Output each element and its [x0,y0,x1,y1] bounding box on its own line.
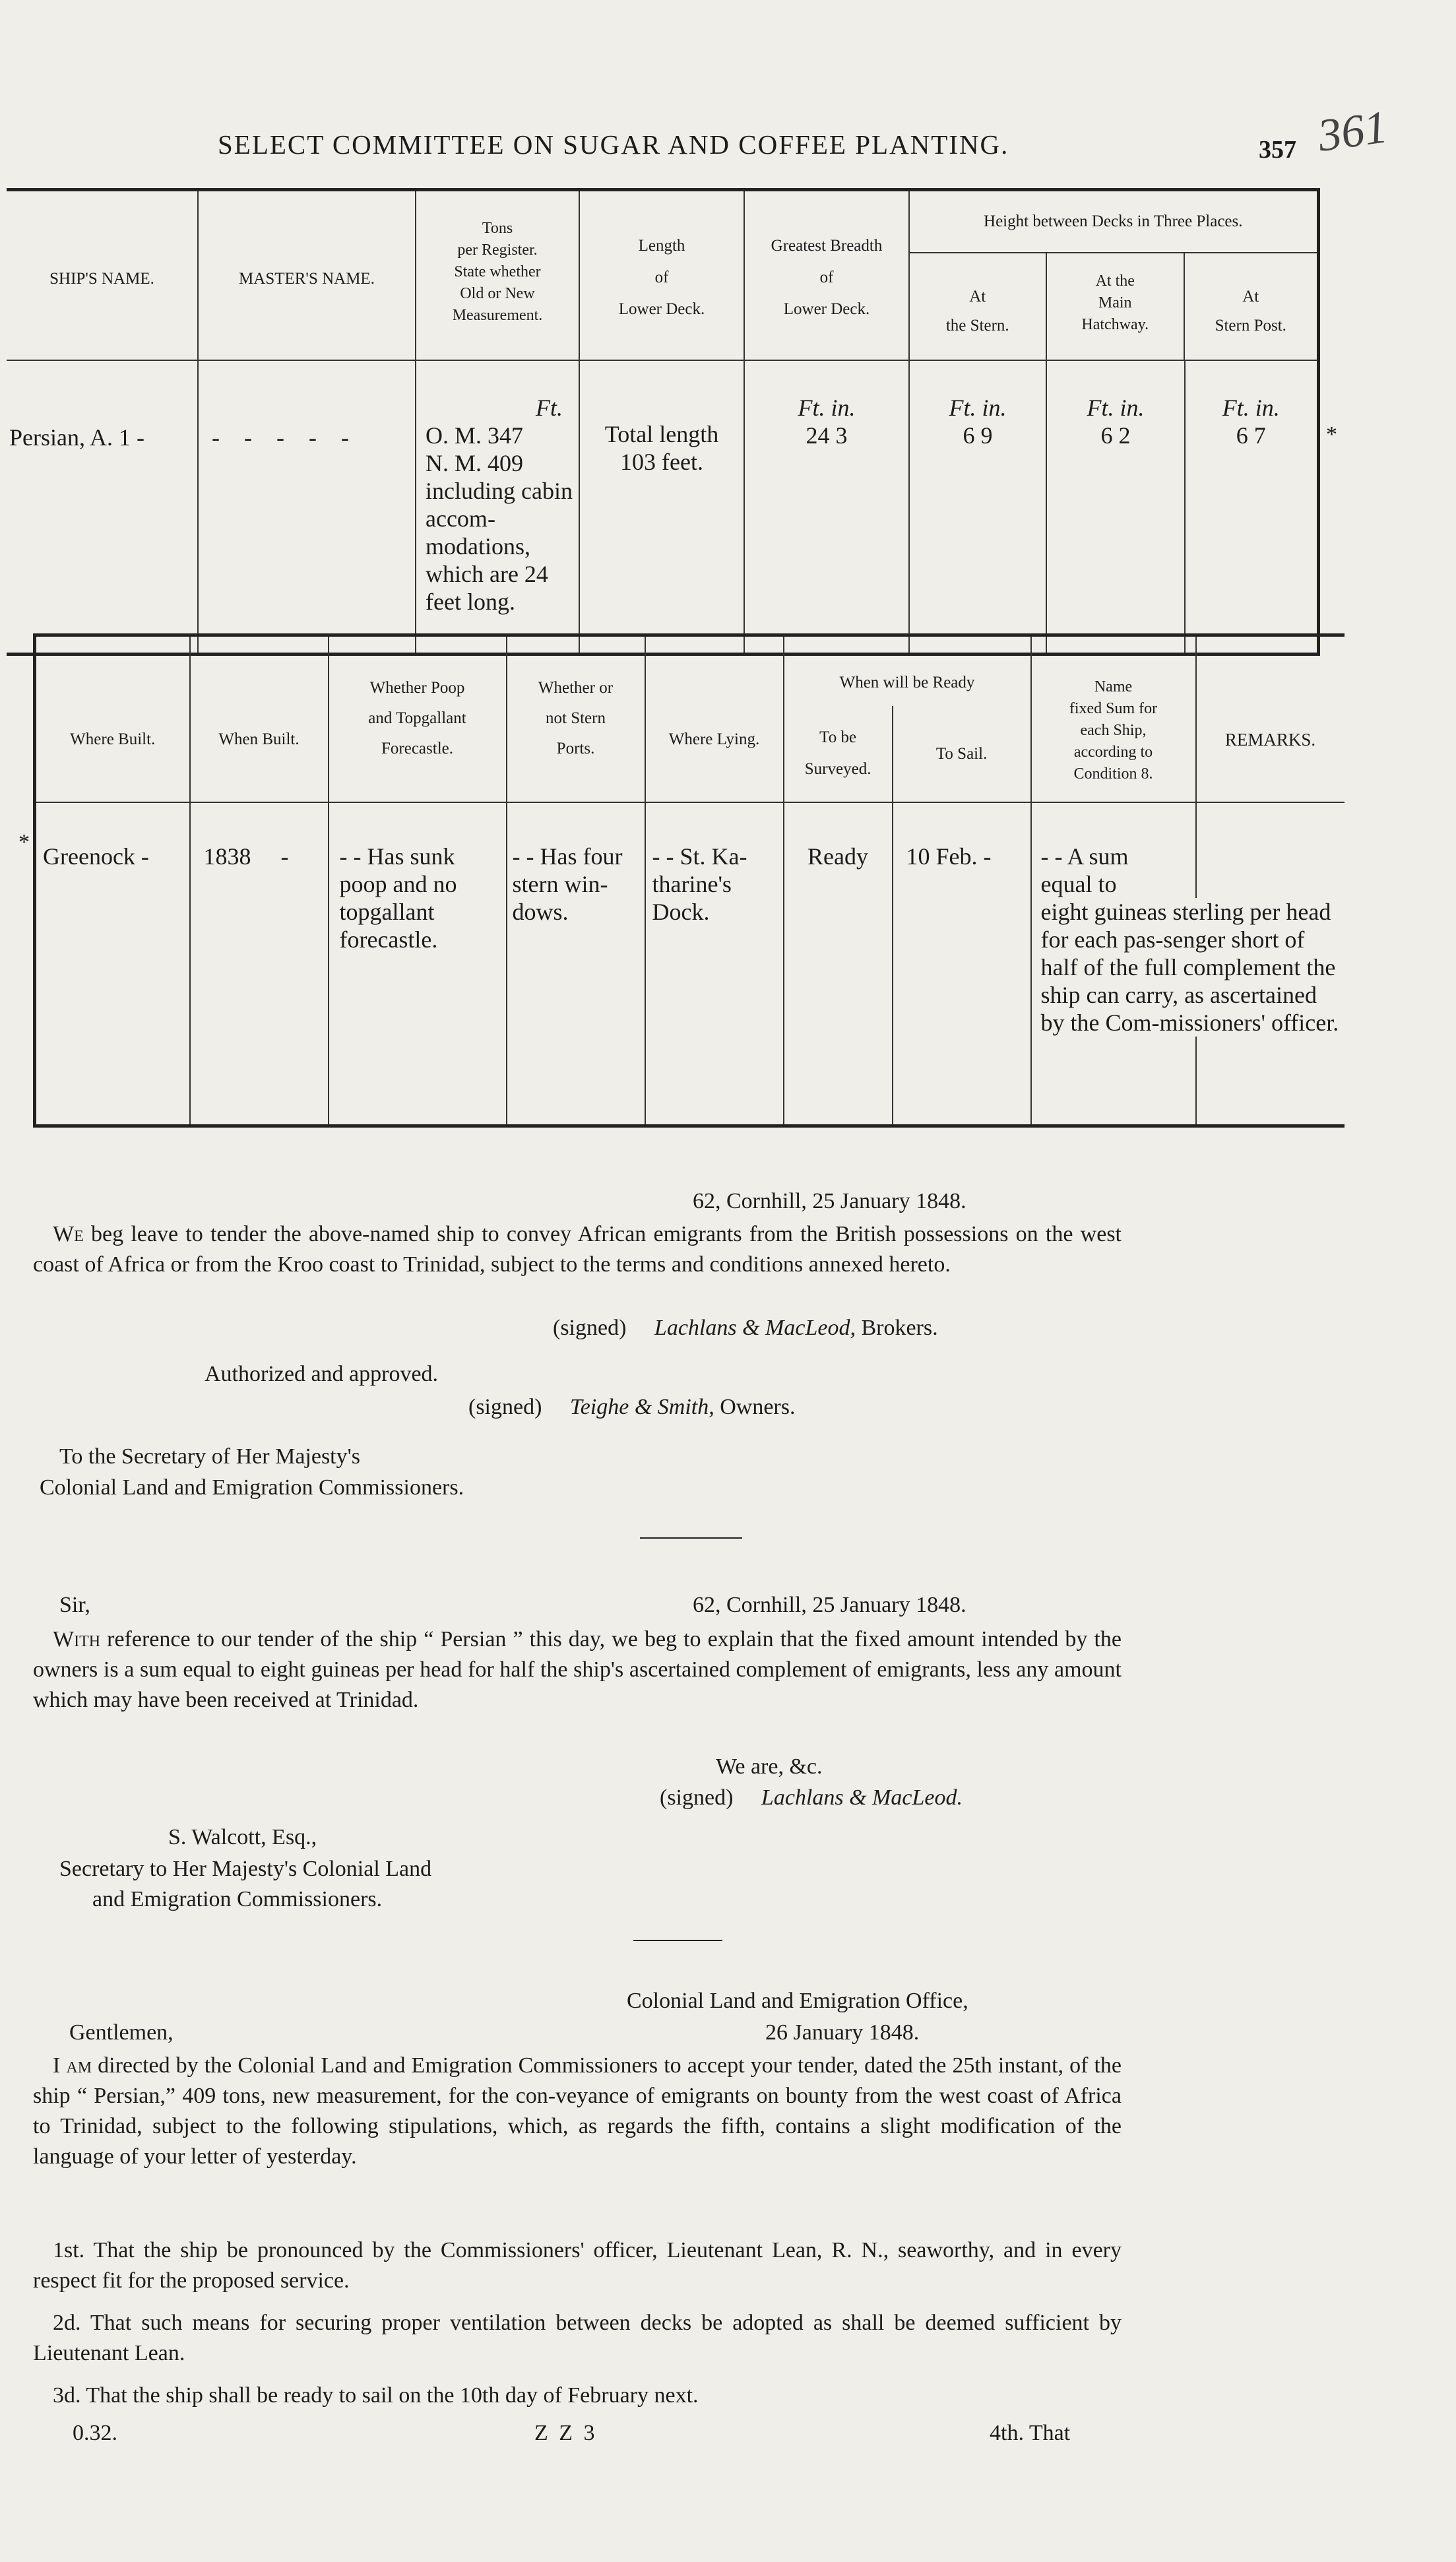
letter2-addressee-line2: Secretary to Her Majesty's Colonial Land [59,1857,432,1881]
footer-signature-mark: Z Z 3 [534,2421,598,2445]
letter3-date: 26 January 1848. [765,2020,920,2045]
ship-dimensions-table [7,188,1320,656]
header-stern-ports: Whether or not Stern Ports. [507,635,645,803]
header-to-sail: To Sail. [892,706,1030,802]
header-ship-name: SHIP'S NAME. [49,270,154,288]
letter2-signature: (signed) Lachlans & MacLeod. [660,1785,963,1810]
header-where-lying: Where Lying. [645,635,784,803]
cell-tons: Ft. O. M. 347 N. M. 409 including cabin accom-modations, which are 24 feet long. [416,360,579,654]
cell-master-name: - - - - - [198,360,416,654]
letter2-closing: We are, &c. [716,1754,823,1779]
cell-where-built: Greenock - [43,843,149,870]
cell-height-hatchway: Ft. in. 6 2 [1046,360,1185,654]
letter3-salutation: Gentlemen, [69,2020,174,2045]
letter1-signature-brokers: (signed) Lachlans & MacLeod, Brokers. [553,1316,938,1340]
section-divider [640,1537,742,1539]
row-marker-right: * [1326,422,1337,447]
handwritten-page-number: 361 [1315,102,1391,162]
letter1-place-date: 62, Cornhill, 25 January 1848. [693,1189,966,1213]
header-stern-post: At Stern Post. [1184,253,1317,360]
cell-breadth: Ft. in. 24 3 [744,360,909,654]
cell-where-lying: - - St. Ka-tharine's Dock. [645,802,784,1126]
table-row [7,360,1318,654]
letter1-addressee-line2: Colonial Land and Emigration Commissioners. [40,1475,464,1500]
letter3-stipulation-2: 2d. That such means for securing proper ventilation between decks be adopted as shall be deemed sufficient by Lieutenant Lean. [33,2311,1122,2365]
header-where-built: Where Built. [70,730,156,748]
cell-when-built: 1838 - [190,802,329,1126]
header-breadth: Greatest Breadth of Lower Deck. [744,190,909,361]
cell-remarks-overflow: eight guineas sterling per head for each pas-senger short of half of the full complement the ship can carry, as ascertained by the Com-missioners' officer. [1041,898,1345,1037]
cell-to-be-surveyed: Ready [784,802,893,1126]
page-title: SELECT COMMITTEE ON SUGAR AND COFFEE PLANTING. [218,129,1009,160]
cell-height-stern-post: Ft. in. 6 7 [1185,360,1318,654]
table-row [35,802,1345,1126]
cell-stern-ports: - - Has four stern win-dows. [507,802,645,1126]
letter2-addressee-line1: S. Walcott, Esq., [168,1825,317,1849]
header-when-built: When Built. [190,635,329,803]
ship-condition-table [33,633,1345,1128]
letter1-addressee-line1: To the Secretary of Her Majesty's [59,1444,360,1469]
letter1-body: We beg leave to tender the above-named ship to convey African emigrants from the British possessions on the west coast of Africa or from the Kroo coast to Trinidad, subject to the terms and conditions annexed hereto. [33,1222,1122,1277]
header-poop-forecastle: Whether Poop and Topgallant Forecastle. [329,635,507,803]
header-main-hatchway: At the Main Hatchway. [1046,253,1184,360]
cell-to-sail: 10 Feb. - [893,802,1031,1126]
letter1-signature-owners: (signed) Teighe & Smith, Owners. [468,1395,796,1419]
cell-height-stern: Ft. in. 6 9 [909,360,1046,654]
cell-fixed-sum: - - A sum equal to eight guineas sterling per head for each pas-senger short of half of the full complement the ship can carry, as ascertained by the Com-missioners' officer. [1031,802,1196,1126]
cell-ship-name: Persian, A. 1 - [9,424,144,451]
letter3-office: Colonial Land and Emigration Office, [627,1989,968,2013]
letter2-addressee-line3: and Emigration Commissioners. [92,1887,383,1911]
section-divider [633,1940,722,1941]
letter3-stipulation-3: 3d. That the ship shall be ready to sail on the 10th day of February next. [53,2383,699,2408]
header-ready-group: When will be Ready To be Surveyed. To Sail. [784,635,1031,803]
header-at-stern: At the Stern. [945,288,1009,335]
letter2-body: With reference to our tender of the ship “ Persian ” this day, we beg to explain that the fixed amount intended by the owners is a sum equal to eight guineas per head for half the ship's ascertained complement of emigrants, less any amount which may have been received at Trinidad. [33,1627,1122,1712]
letter3-body: I am directed by the Colonial Land and Emigration Commissioners to accept your tender, dated the 25th instant, of the ship “ Persian,” 409 tons, new measurement, for the con-veyance of emigrants on bounty from the west coast of Africa to Trinidad, subject to the following stipulations, which, as regards the fifth, contains a slight modification of the language of your letter of yesterday. [33,2053,1122,2169]
row-marker-left: * [18,830,30,854]
letter2-place-date: 62, Cornhill, 25 January 1848. [693,1593,966,1617]
page-number: 357 [1259,136,1296,164]
cell-poop-forecastle: - - Has sunk poop and no topgallant forecastle. [329,802,507,1126]
header-length: Length of Lower Deck. [579,190,744,361]
footer-reference: 0.32. [73,2421,117,2445]
header-master-name: MASTER'S NAME. [198,190,416,361]
letter1-authorized: Authorized and approved. [205,1362,439,1386]
header-to-be-surveyed: To be Surveyed. [804,728,871,778]
cell-length: Total length 103 feet. [579,360,744,654]
letter3-stipulation-1: 1st. That the ship be pronounced by the Commissioners' officer, Lieutenant Lean, R. N., seaworthy, and in every respect fit for the proposed service. [33,2238,1122,2293]
header-tons: Tons per Register. State whether Old or New Measurement. [416,190,579,361]
letter2-salutation: Sir, [59,1593,90,1617]
header-remarks: REMARKS. [1196,635,1345,803]
header-fixed-sum: Name fixed Sum for each Ship, according to Condition 8. [1031,635,1196,803]
footer-catchword: 4th. That [990,2421,1071,2445]
header-height-group: Height between Decks in Three Places. At the Stern. At the Main Hatchway. At Stern Post. [909,190,1318,361]
